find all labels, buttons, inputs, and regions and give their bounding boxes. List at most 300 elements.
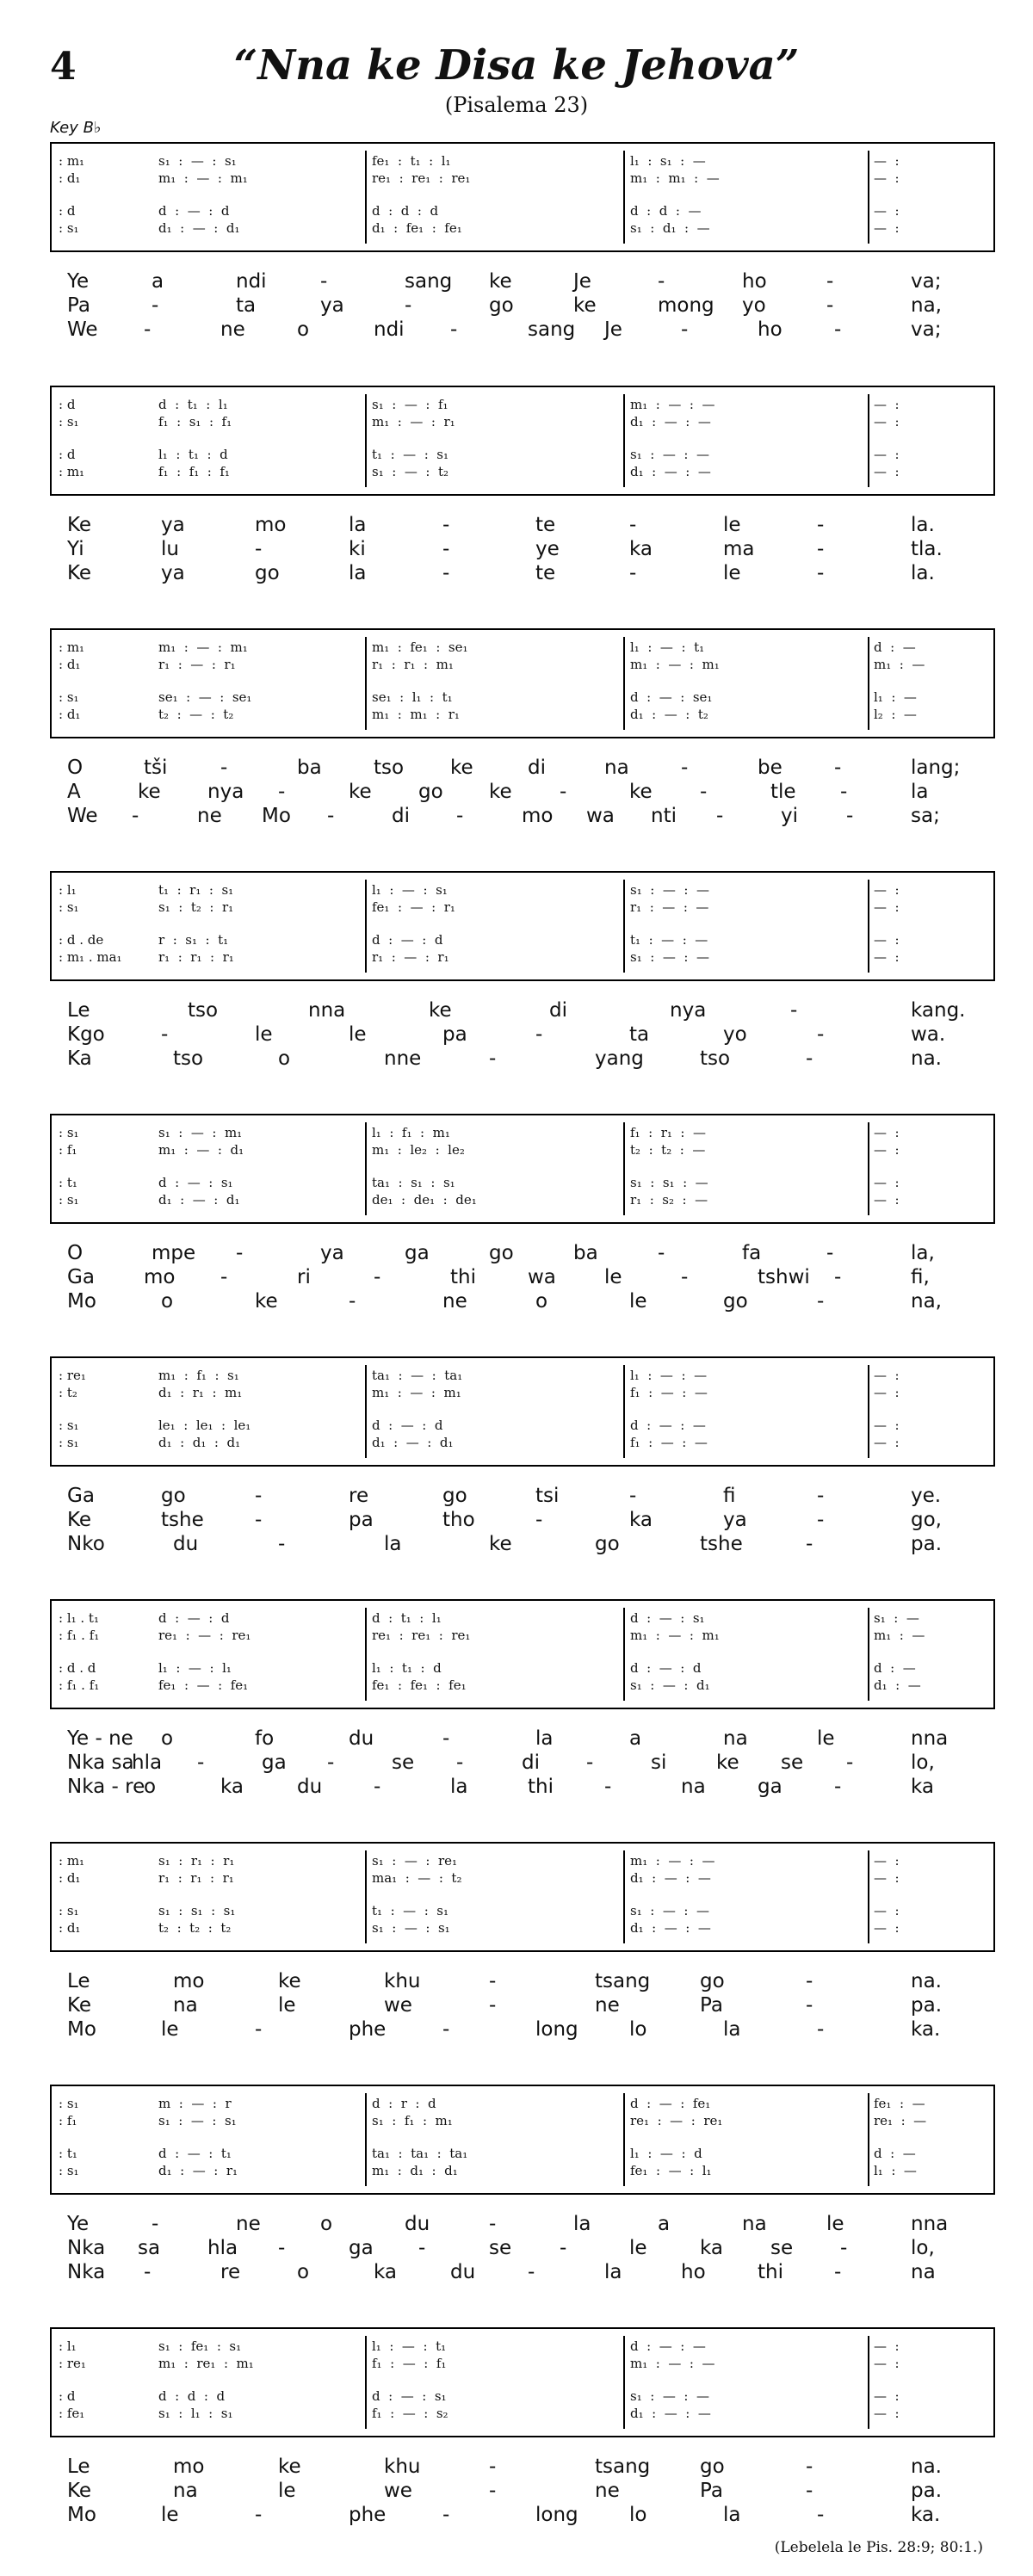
note-group: t₂ : t₂ : t₂ [158, 1920, 232, 1936]
bar-line [868, 1122, 869, 1215]
note-group: t₁ : — : s₁ [372, 447, 449, 462]
pickup-note: : f₁ [59, 2113, 77, 2128]
bar-line [623, 1122, 625, 1215]
lyric-syllable: go [418, 781, 443, 803]
lyric-syllable: tshe [700, 1533, 743, 1555]
lyric-syllable: - [442, 538, 450, 560]
lyric-syllable: We [67, 318, 98, 341]
lyric-syllable: - [840, 2237, 848, 2259]
lyric-syllable: Le [67, 999, 90, 1022]
note-group: — : [874, 1903, 900, 1918]
lyric-syllable: - [327, 1751, 335, 1774]
note-group: s₁ : d₁ : — [630, 220, 710, 236]
lyric-syllable: long [535, 2018, 578, 2041]
note-group: m₁ : m₁ : r₁ [372, 707, 460, 722]
note-group: l₁ : f₁ : m₁ [372, 1125, 450, 1140]
lyric-syllable: le [629, 2237, 647, 2259]
lyric-line [67, 2017, 988, 2042]
lyric-syllable: la [723, 2018, 741, 2041]
note-group: d₁ : — : — [630, 1870, 711, 1886]
note-group: l₁ : — : l₁ [158, 1660, 232, 1676]
lyric-syllable: mo [522, 805, 554, 827]
bar-line [365, 394, 367, 487]
system [50, 142, 993, 385]
lyric-syllable: ke [349, 781, 372, 803]
lyric-syllable: ka [911, 1776, 935, 1798]
lyric-syllable: ba [297, 757, 322, 779]
bar-line [868, 637, 869, 730]
bar-line [623, 151, 625, 244]
key-signature: Key B♭ [50, 119, 102, 137]
lyric-syllable: - [535, 1023, 543, 1046]
note-group: se₁ : l₁ : t₁ [372, 689, 453, 705]
note-group: de₁ : de₁ : de₁ [372, 1192, 477, 1208]
lyric-syllable: ke [489, 1533, 512, 1555]
note-group: re₁ : — : re₁ [158, 1628, 251, 1643]
lyric-syllable: - [528, 2261, 535, 2283]
lyric-syllable: - [806, 1047, 813, 1070]
lyric-syllable: - [629, 1485, 637, 1507]
lyric-syllable: Pa [700, 1994, 723, 2017]
lyric-line [67, 998, 988, 1022]
lyric-syllable: - [255, 538, 263, 560]
note-group: d₁ : fe₁ : fe₁ [372, 220, 462, 236]
lyric-syllable: - [442, 2504, 450, 2526]
note-group: f₁ : — : f₁ [372, 2356, 447, 2371]
note-group: d : — : — [630, 2338, 706, 2354]
note-group: fe₁ : t₁ : l₁ [372, 153, 451, 169]
note-group: ta₁ : — : ta₁ [372, 1368, 463, 1383]
note-group: s₁ : — : re₁ [372, 1853, 458, 1869]
lyric-syllable: o [161, 1290, 174, 1313]
note-group: m : — : r [158, 2096, 232, 2111]
bar-line [868, 880, 869, 973]
pickup-note: : f₁ . f₁ [59, 1628, 100, 1643]
bar-line [868, 1365, 869, 1458]
note-group: d : — : d [158, 203, 230, 219]
staff-box [50, 386, 995, 496]
lyric-syllable: - [834, 1776, 842, 1798]
lyric-syllable: ga [758, 1776, 782, 1798]
lyric-syllable: kang. [911, 999, 966, 1022]
lyric-syllable: - [681, 1266, 689, 1288]
lyric-syllable: mo [173, 1970, 205, 1992]
lyric-syllable: nya [670, 999, 707, 1022]
lyric-line [67, 2479, 988, 2503]
lyric-syllable: yang [595, 1047, 644, 1070]
lyric-syllable: te [535, 514, 556, 536]
note-group: m₁ : m₁ : — [630, 170, 720, 186]
lyric-syllable: - [817, 1023, 825, 1046]
pickup-note: : d₁ [59, 1920, 81, 1936]
lyric-syllable: go, [911, 1509, 942, 1531]
lyric-line [67, 1265, 988, 1289]
lyric-syllable: - [817, 538, 825, 560]
lyric-syllable: ne [197, 805, 222, 827]
system [50, 628, 993, 871]
note-group: l₁ : — : t₁ [630, 639, 705, 655]
lyric-syllable: - [374, 1266, 381, 1288]
lyric-syllable: ke [255, 1290, 278, 1313]
lyric-syllable: - [629, 562, 637, 584]
note-group: s₁ : l₁ : s₁ [158, 2406, 233, 2421]
note-group: d₁ : — : — [630, 464, 711, 479]
lyric-syllable: - [790, 999, 798, 1022]
lyric-syllable: ke [573, 294, 597, 317]
lyric-syllable: - [700, 781, 708, 803]
lyric-syllable: Mo [262, 805, 291, 827]
note-group: t₂ : — : t₂ [158, 707, 234, 722]
bar-line [623, 1850, 625, 1943]
note-group: m₁ : — : — [630, 2356, 715, 2371]
lyric-syllable: o [278, 1047, 291, 1070]
lyric-syllable: ne [595, 2480, 620, 2502]
note-group: d₁ : — : — [630, 414, 711, 429]
lyric-syllable: pa. [911, 1533, 943, 1555]
note-group: s₁ : fe₁ : s₁ [158, 2338, 242, 2354]
system [50, 1114, 993, 1356]
lyric-syllable: hla [132, 1751, 163, 1774]
note-group: d : — [874, 639, 916, 655]
pickup-note: : d . d [59, 1660, 96, 1676]
lyric-syllable: A [67, 781, 81, 803]
note-group: — : [874, 882, 900, 898]
lyric-line [67, 318, 988, 342]
note-group: l₁ : s₁ : — [630, 153, 706, 169]
lyric-syllable: - [834, 2261, 842, 2283]
lyric-syllable: ye [535, 538, 560, 560]
note-group: — : [874, 203, 900, 219]
lyric-syllable: Nka sa [67, 1751, 134, 1774]
bar-line [623, 880, 625, 973]
lyric-syllable: le [255, 1023, 273, 1046]
lyric-line [67, 780, 988, 804]
lyric-syllable: le [161, 2018, 179, 2041]
note-group: r : s₁ : t₁ [158, 932, 229, 948]
lyric-syllable: yi [781, 805, 799, 827]
lyric-line [67, 1775, 988, 1799]
note-group: m₁ : — : m₁ [158, 639, 248, 655]
pickup-note: : f₁ [59, 1142, 77, 1158]
note-group: m₁ : — [874, 657, 925, 672]
note-group: — : [874, 1385, 900, 1400]
lyric-syllable: la [535, 1727, 554, 1750]
lyric-syllable: tso [700, 1047, 731, 1070]
note-group: d : d : d [158, 2388, 226, 2404]
lyric-syllable: na, [911, 1290, 942, 1313]
lyric-syllable: Ka [67, 1047, 92, 1070]
lyric-syllable: di [522, 1751, 540, 1774]
note-group: s₁ : — : — [630, 2388, 709, 2404]
lyric-syllable: ke [429, 999, 452, 1022]
lyric-line [67, 269, 988, 293]
note-group: s₁ : — : t₂ [372, 464, 449, 479]
staff-box [50, 2085, 995, 2195]
lyric-syllable: ke [489, 781, 512, 803]
note-group: m₁ : — : m₁ [630, 657, 720, 672]
lyric-syllable: - [826, 1242, 834, 1264]
system [50, 1842, 993, 2085]
note-group: d : — : d [630, 1660, 702, 1676]
lyric-syllable: ke [138, 781, 161, 803]
lyric-syllable: na [681, 1776, 706, 1798]
lyric-syllable: te [535, 562, 556, 584]
note-group: d : — : s₁ [372, 2388, 447, 2404]
lyric-syllable: o [297, 2261, 310, 2283]
lyric-syllable: ne [442, 1290, 467, 1313]
lyric-syllable: - [442, 1727, 450, 1750]
lyric-syllable: na. [911, 2456, 942, 2478]
lyric-syllable: - [817, 2018, 825, 2041]
lyric-syllable: ka [629, 538, 653, 560]
lyric-syllable: tshe [161, 1509, 204, 1531]
note-group: m₁ : d₁ : d₁ [372, 2163, 458, 2178]
pickup-note: : s₁ [59, 1192, 79, 1208]
lyric-syllable: Ke [67, 2480, 92, 2502]
lyric-syllable: ya [320, 294, 344, 317]
note-group: — : [874, 153, 900, 169]
bar-line [623, 2093, 625, 2186]
lyric-syllable: la, [911, 1242, 935, 1264]
lyric-syllable: le [278, 2480, 296, 2502]
pickup-note: : d . de [59, 932, 104, 948]
note-group: — : [874, 1125, 900, 1140]
lyric-syllable: go [161, 1485, 186, 1507]
staff-box [50, 1114, 995, 1224]
lyric-line [67, 2236, 988, 2260]
lyric-syllable: la [450, 1776, 468, 1798]
lyric-line [67, 2503, 988, 2527]
lyric-syllable: - [826, 270, 834, 293]
lyric-line [67, 1751, 988, 1775]
lyric-syllable: lu [161, 538, 179, 560]
note-group: — : [874, 2406, 900, 2421]
lyric-line [67, 1241, 988, 1265]
note-group: m₁ : — : r₁ [372, 414, 455, 429]
note-group: r₁ : r₁ : m₁ [372, 657, 454, 672]
lyric-syllable: - [161, 1023, 169, 1046]
lyric-syllable: wa. [911, 1023, 946, 1046]
note-group: — : [874, 447, 900, 462]
pickup-note: : fe₁ [59, 2406, 85, 2421]
lyric-syllable: nya [207, 781, 244, 803]
lyric-syllable: - [236, 1242, 244, 1264]
lyric-syllable: - [604, 1776, 612, 1798]
lyric-syllable: - [450, 318, 458, 341]
system [50, 2327, 993, 2570]
lyric-syllable: - [658, 1242, 665, 1264]
lyric-syllable: le [723, 562, 741, 584]
bar-line [365, 1122, 367, 1215]
bar-line [623, 1365, 625, 1458]
note-group: t₁ : — : s₁ [372, 1903, 449, 1918]
lyric-syllable: - [152, 294, 159, 317]
lyric-syllable: Ga [67, 1266, 95, 1288]
lyric-syllable: ndi [374, 318, 405, 341]
note-group: — : [874, 170, 900, 186]
note-group: re₁ : re₁ : re₁ [372, 170, 471, 186]
pickup-note: : m₁ [59, 153, 85, 169]
note-group: fe₁ : — : r₁ [372, 899, 455, 915]
lyric-syllable: - [456, 1751, 464, 1774]
lyric-syllable: - [586, 1751, 594, 1774]
lyric-syllable: - [489, 2213, 497, 2235]
lyric-syllable: du [349, 1727, 374, 1750]
lyric-syllable: tsang [595, 2456, 651, 2478]
hymn-subtitle: (Pisalema 23) [444, 93, 589, 117]
lyric-syllable: - [349, 1290, 356, 1313]
note-group: d : t₁ : l₁ [158, 397, 228, 412]
lyric-syllable: re [220, 2261, 241, 2283]
note-group: d : — : — [630, 1418, 706, 1433]
lyric-syllable: - [220, 1266, 228, 1288]
hymn-number: 4 [50, 45, 77, 89]
note-group: m₁ : — : m₁ [372, 1385, 461, 1400]
lyric-syllable: ka. [911, 2504, 941, 2526]
lyric-syllable: Mo [67, 2018, 96, 2041]
lyric-syllable: - [535, 1509, 543, 1531]
pickup-note: : s₁ [59, 1418, 79, 1433]
lyric-syllable: o [320, 2213, 333, 2235]
note-group: fe₁ : — : l₁ [630, 2163, 712, 2178]
lyric-syllable: Ke [67, 1509, 92, 1531]
note-group: d₁ : — : r₁ [158, 2163, 238, 2178]
bar-line [868, 1850, 869, 1943]
lyric-syllable: - [846, 1751, 854, 1774]
bar-line [623, 1608, 625, 1701]
lyric-syllable: ke [278, 2456, 301, 2478]
lyric-syllable: - [418, 2237, 426, 2259]
note-group: r₁ : — : r₁ [158, 657, 236, 672]
pickup-note: : d₁ [59, 657, 81, 672]
pickup-note: : m₁ [59, 1853, 85, 1869]
note-group: s₁ : f₁ : m₁ [372, 2113, 453, 2128]
lyric-syllable: ne [220, 318, 245, 341]
lyric-syllable: di [528, 757, 546, 779]
lyric-syllable: tsi [535, 1485, 560, 1507]
note-group: — : [874, 464, 900, 479]
lyric-syllable: mong [658, 294, 714, 317]
lyric-syllable: - [220, 757, 228, 779]
note-group: s₁ : — : — [630, 949, 709, 965]
lyric-syllable: We [67, 805, 98, 827]
lyric-syllable: nti [651, 805, 677, 827]
note-group: d : d : — [630, 203, 702, 219]
pickup-note: : m₁ [59, 464, 85, 479]
note-group: fe₁ : fe₁ : fe₁ [372, 1677, 467, 1693]
note-group: fe₁ : — : fe₁ [158, 1677, 249, 1693]
lyric-syllable: ke [716, 1751, 739, 1774]
lyric-syllable: du [405, 2213, 430, 2235]
lyric-syllable: - [817, 1290, 825, 1313]
lyric-syllable: - [197, 1751, 205, 1774]
lyric-syllable: ri [297, 1266, 311, 1288]
staff-box [50, 1842, 995, 1952]
lyric-syllable: wa [528, 1266, 556, 1288]
lyric-syllable: - [806, 2480, 813, 2502]
lyric-syllable: - [817, 562, 825, 584]
note-group: l₁ : t₁ : d [372, 1660, 442, 1676]
note-group: — : [874, 2388, 900, 2404]
note-group: m₁ : — [874, 1628, 925, 1643]
note-group: m₁ : — : m₁ [158, 170, 248, 186]
note-group: d₁ : d₁ : d₁ [158, 1435, 241, 1450]
note-group: — : [874, 2356, 900, 2371]
lyric-syllable: ya [723, 1509, 747, 1531]
lyric-syllable: pa [442, 1023, 467, 1046]
lyric-syllable: fo [255, 1727, 275, 1750]
note-group: t₁ : — : — [630, 932, 708, 948]
lyric-syllable: la [573, 2213, 591, 2235]
note-group: d : — : fe₁ [630, 2096, 711, 2111]
lyric-line [67, 756, 988, 780]
lyric-syllable: thi [758, 2261, 783, 2283]
lyric-syllable: le [161, 2504, 179, 2526]
lyric-syllable: ka [374, 2261, 398, 2283]
bar-line [623, 637, 625, 730]
bar-line [868, 1608, 869, 1701]
system [50, 1599, 993, 1842]
note-group: re₁ : re₁ : re₁ [372, 1628, 471, 1643]
pickup-note: : s₁ [59, 414, 79, 429]
bar-line [868, 394, 869, 487]
lyric-syllable: - [144, 2261, 152, 2283]
lyric-syllable: ndi [236, 270, 267, 293]
lyric-syllable: a [658, 2213, 671, 2235]
lyric-syllable: - [806, 1970, 813, 1992]
bar-line [365, 2336, 367, 2429]
lyric-syllable: - [442, 514, 450, 536]
lyric-syllable: - [806, 1994, 813, 2017]
note-group: f₁ : — : s₂ [372, 2406, 448, 2421]
pickup-note: : s₁ [59, 220, 79, 236]
lyric-syllable: Pa [700, 2480, 723, 2502]
note-group: s₁ : s₁ : s₁ [158, 1903, 236, 1918]
lyric-syllable: tho [442, 1509, 475, 1531]
lyric-line [67, 1484, 988, 1508]
pickup-note: : d [59, 2388, 76, 2404]
lyric-syllable: tla. [911, 538, 943, 560]
lyric-syllable: - [489, 1047, 497, 1070]
note-group: ta₁ : ta₁ : ta₁ [372, 2146, 468, 2161]
lyric-syllable: Je [604, 318, 622, 341]
lyric-syllable: tso [374, 757, 405, 779]
lyric-syllable: - [846, 805, 854, 827]
lyric-syllable: Mo [67, 1290, 96, 1313]
lyric-syllable: mo [144, 1266, 176, 1288]
lyric-syllable: ya [161, 562, 185, 584]
lyric-line [67, 561, 988, 585]
lyric-syllable: Ga [67, 1485, 95, 1507]
note-group: s₁ : — : f₁ [372, 397, 448, 412]
lyric-syllable: thi [528, 1776, 554, 1798]
lyric-syllable: ga [262, 1751, 287, 1774]
pickup-note: : s₁ [59, 899, 79, 915]
note-group: r₁ : r₁ : r₁ [158, 949, 234, 965]
lyric-syllable: sa; [911, 805, 940, 827]
lyric-syllable: go [700, 1970, 725, 1992]
lyric-syllable: di [549, 999, 567, 1022]
lyric-line [67, 293, 988, 318]
lyric-line [67, 804, 988, 828]
lyric-syllable: fi, [911, 1266, 930, 1288]
lyric-syllable: ka [700, 2237, 724, 2259]
lyric-syllable: mpe [152, 1242, 196, 1264]
lyric-syllable: tši [144, 757, 168, 779]
note-group: d₁ : — : d₁ [158, 1192, 240, 1208]
lyric-syllable: we [384, 1994, 412, 2017]
note-group: d : — : s₁ [630, 1610, 705, 1626]
